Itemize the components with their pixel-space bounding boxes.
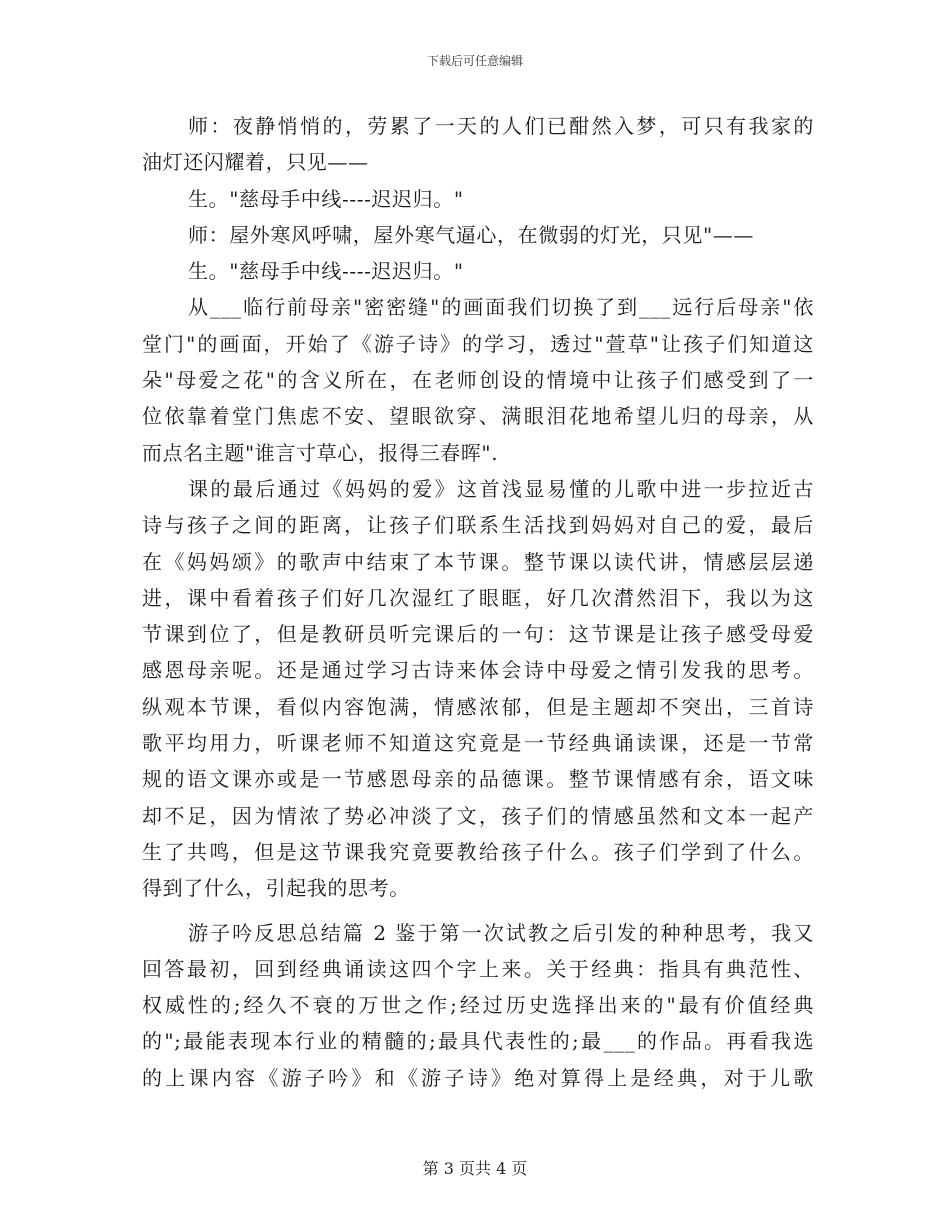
page-number-footer: 第 3 页共 4 页	[422, 1159, 528, 1178]
text-line: 从___临行前母亲"密密缝"的画面我们切换了到___远行后母亲"依	[188, 295, 814, 320]
text-line: 回答最初，回到经典诵读这四个字上来。关于经典：指具有典范性、	[142, 956, 814, 981]
text-line: 课的最后通过《妈妈的爱》这首浅显易懂的儿歌中进一步拉近古	[188, 476, 814, 501]
text-line: 位依靠着堂门焦虑不安、望眼欲穿、满眼泪花地希望儿归的母亲，从	[142, 404, 814, 429]
text-line: 进，课中看着孩子们好几次湿红了眼眶，好几次潸然泪下，我以为这	[142, 585, 814, 610]
text-line: 师：夜静悄悄的，劳累了一天的人们已酣然入梦，可只有我家的	[188, 114, 814, 138]
text-line: 的";最能表现本行业的精髓的;最具代表性的;最___的作品。再看我选	[142, 1029, 814, 1054]
text-line: 感恩母亲呢。还是通过学习古诗来体会诗中母爱之情引发我的思考。	[142, 658, 814, 683]
text-line: 而点名主题"谁言寸草心，报得三春晖".	[142, 440, 499, 465]
text-line: 游子吟反思总结篇 2 鉴于第一次试教之后引发的种种思考，我又	[188, 920, 814, 945]
page-header-note: 下载后可任意编辑	[426, 54, 523, 68]
text-line: 节课到位了，但是教研员听完课后的一句：这节课是让孩子感受母爱	[142, 622, 814, 647]
text-line: 生。"慈母手中线----迟迟归。"	[188, 186, 464, 211]
text-line: 歌平均用力，听课老师不知道这究竟是一节经典诵读课，还是一节常	[142, 731, 814, 756]
document-body	[142, 108, 814, 1096]
text-line: 权威性的;经久不衰的万世之作;经过历史选择出来的"最有价值经典	[142, 993, 814, 1018]
text-line: 师：屋外寒风呼啸，屋外寒气逼心，在微弱的灯光，只见"——	[188, 222, 754, 247]
text-line: 堂门"的画面，开始了《游子诗》的学习，透过"萱草"让孩子们知道这	[142, 331, 815, 356]
text-line: 纵观本节课，看似内容饱满，情感浓郁，但是主题却不突出，三首诗	[142, 694, 814, 719]
text-line: 生了共鸣，但是这节课我究竟要教给孩子什么。孩子们学到了什么。	[142, 839, 814, 864]
text-line: 诗与孩子之间的距离，让孩子们联系生活找到妈妈对自己的爱，最后	[142, 513, 814, 538]
text-line: 朵"母爱之花"的含义所在，在老师创设的情境中让孩子们感受到了一	[142, 368, 814, 393]
text-line: 的上课内容《游子吟》和《游子诗》绝对算得上是经典，对于儿歌	[142, 1065, 814, 1090]
text-line: 生。"慈母手中线----迟迟归。"	[188, 259, 464, 284]
text-line: 规的语文课亦或是一节感恩母亲的品德课。整节课情感有余，语文味	[142, 767, 814, 792]
text-line: 却不足，因为情浓了势必冲淡了文，孩子们的情感虽然和文本一起产	[142, 803, 814, 828]
text-line: 在《妈妈颂》的歌声中结束了本节课。整节课以读代讲，情感层层递	[142, 549, 814, 574]
text-line: 油灯还闪耀着，只见——	[142, 150, 369, 175]
text-line: 得到了什么，引起我的思考。	[142, 876, 410, 901]
